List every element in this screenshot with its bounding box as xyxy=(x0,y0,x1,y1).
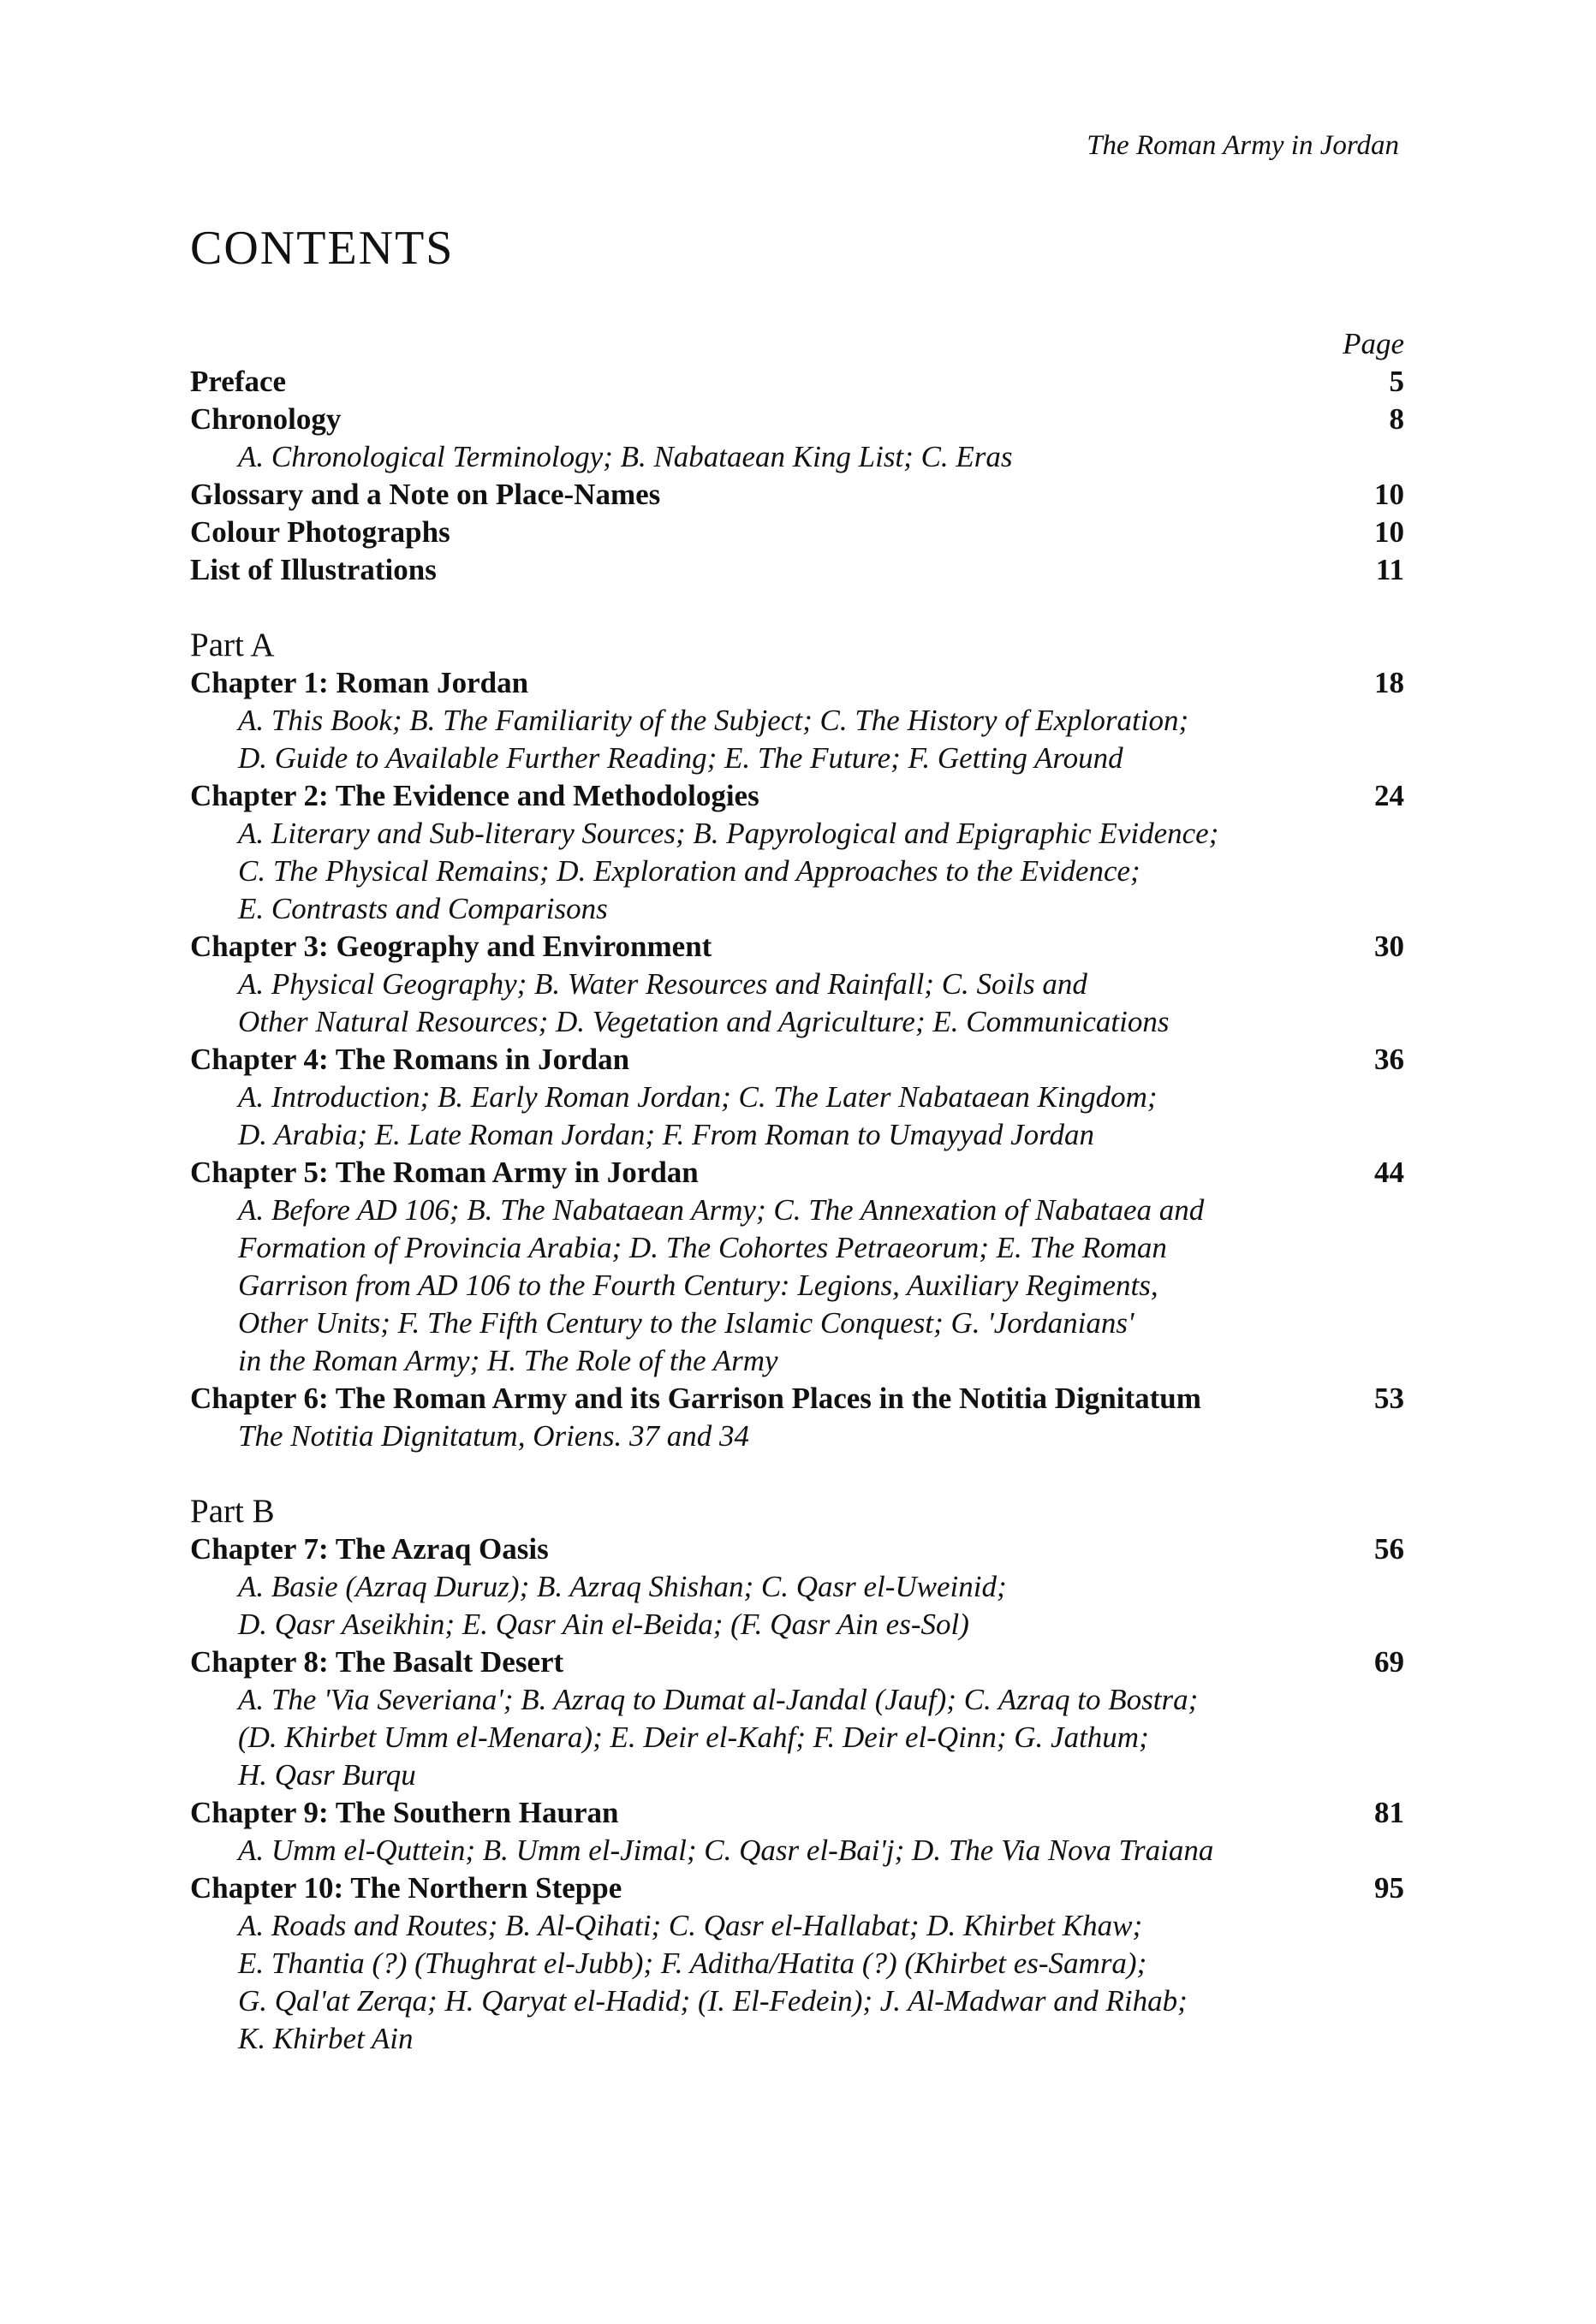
entry-page-number: 5 xyxy=(1389,365,1404,398)
section-list-line: E. Thantia (?) (Thughrat el-Jubb); F. Aditha/Hatita (?) (Khirbet es-Samra); xyxy=(238,1947,1147,1980)
table-of-contents xyxy=(190,325,1404,2058)
section-list-line: A. Literary and Sub-literary Sources; B. Papyrological and Epigraphic Evidence; xyxy=(238,817,1219,850)
chapter-entry xyxy=(190,777,1404,815)
section-list-line: D. Guide to Available Further Reading; E. The Future; F. Getting Around xyxy=(238,741,1123,775)
entry-title: Chapter 8: The Basalt Desert xyxy=(190,1645,564,1679)
page-column-header: Page xyxy=(1343,327,1404,360)
section-list-line: A. Before AD 106; B. The Nabataean Army; C. The Annexation of Nabataea and xyxy=(238,1193,1205,1227)
section-list-line: H. Qasr Burqu xyxy=(238,1758,416,1792)
chapter-entry xyxy=(190,1531,1404,1568)
entry-title: Chapter 7: The Azraq Oasis xyxy=(190,1532,549,1566)
front-matter-entry xyxy=(190,401,1404,438)
entry-title: Chapter 2: The Evidence and Methodologies xyxy=(190,779,759,812)
entry-title: Preface xyxy=(190,365,287,398)
entry-page-number: 81 xyxy=(1374,1796,1404,1829)
section-list-line: A. Umm el-Quttein; B. Umm el-Jimal; C. Qasr el-Bai'j; D. The Via Nova Traiana xyxy=(238,1834,1214,1867)
entry-page-number: 44 xyxy=(1374,1156,1404,1189)
section-list-line: (D. Khirbet Umm el-Menara); E. Deir el-Kahf; F. Deir el-Qinn; G. Jathum; xyxy=(238,1721,1149,1754)
section-list-line: A. Chronological Terminology; B. Nabataean King List; C. Eras xyxy=(238,440,1013,473)
section-list-line: Other Natural Resources; D. Vegetation and Agriculture; E. Communications xyxy=(238,1005,1170,1038)
section-list-line: A. This Book; B. The Familiarity of the Subject; C. The History of Exploration; xyxy=(238,704,1189,737)
entry-page-number: 53 xyxy=(1374,1382,1404,1415)
chapter-entry xyxy=(190,1794,1404,1832)
entry-title: Chapter 4: The Romans in Jordan xyxy=(190,1043,630,1076)
section-list-line: A. Introduction; B. Early Roman Jordan; C. The Later Nabataean Kingdom; xyxy=(238,1080,1158,1114)
entry-title: Colour Photographs xyxy=(190,515,450,549)
entry-page-number: 18 xyxy=(1374,666,1404,699)
entry-title: Chapter 1: Roman Jordan xyxy=(190,666,529,699)
section-list-line: C. The Physical Remains; D. Exploration and Approaches to the Evidence; xyxy=(238,854,1140,888)
entry-title: List of Illustrations xyxy=(190,553,437,586)
chapter-entry xyxy=(190,1041,1404,1079)
section-list-line: A. The 'Via Severiana'; B. Azraq to Dumat al-Jandal (Jauf); C. Azraq to Bostra; xyxy=(238,1683,1199,1716)
section-list-line: Other Units; F. The Fifth Century to the Islamic Conquest; G. 'Jordanians' xyxy=(238,1306,1134,1340)
entry-page-number: 69 xyxy=(1374,1645,1404,1679)
front-matter-entry xyxy=(190,514,1404,551)
entry-title: Chapter 10: The Northern Steppe xyxy=(190,1871,622,1905)
section-list-line: The Notitia Dignitatum, Oriens. 37 and 34 xyxy=(238,1419,749,1453)
entry-page-number: 8 xyxy=(1389,402,1404,436)
section-list-line: in the Roman Army; H. The Role of the Army xyxy=(238,1344,778,1377)
entry-page-number: 30 xyxy=(1374,930,1404,963)
chapter-entry xyxy=(190,1643,1404,1681)
entry-title: Chapter 5: The Roman Army in Jordan xyxy=(190,1156,699,1189)
section-list-line: E. Contrasts and Comparisons xyxy=(238,892,608,925)
chapter-entry xyxy=(190,1154,1404,1192)
entry-title: Chronology xyxy=(190,402,342,436)
entry-title: Chapter 3: Geography and Environment xyxy=(190,930,712,963)
entry-page-number: 10 xyxy=(1374,478,1404,511)
entry-title: Glossary and a Note on Place-Names xyxy=(190,478,661,511)
entry-page-number: 24 xyxy=(1374,779,1404,812)
entry-page-number: 95 xyxy=(1374,1871,1404,1905)
section-list-line: D. Qasr Aseikhin; E. Qasr Ain el-Beida; (F. Qasr Ain es-Sol) xyxy=(238,1608,969,1641)
chapter-entry xyxy=(190,1380,1404,1418)
entry-page-number: 56 xyxy=(1374,1532,1404,1566)
section-list-line: K. Khirbet Ain xyxy=(238,2022,414,2055)
section-list-line: Garrison from AD 106 to the Fourth Century: Legions, Auxiliary Regiments, xyxy=(238,1269,1158,1302)
section-list-line: D. Arabia; E. Late Roman Jordan; F. From Roman to Umayyad Jordan xyxy=(238,1118,1094,1151)
section-list-line: A. Basie (Azraq Duruz); B. Azraq Shishan; C. Qasr el-Uweinid; xyxy=(238,1570,1007,1603)
chapter-entry xyxy=(190,664,1404,702)
entry-page-number: 10 xyxy=(1374,515,1404,549)
front-matter-entry xyxy=(190,551,1404,589)
running-head: The Roman Army in Jordan xyxy=(1087,130,1399,161)
section-list-line: G. Qal'at Zerqa; H. Qaryat el-Hadid; (I. El-Fedein); J. Al-Madwar and Rihab; xyxy=(238,1984,1188,2018)
front-matter-entry xyxy=(190,363,1404,401)
entry-title: Chapter 6: The Roman Army and its Garrison Places in the Notitia Dignitatum xyxy=(190,1382,1201,1415)
entry-page-number: 36 xyxy=(1374,1043,1404,1076)
part-heading: Part B xyxy=(190,1493,275,1530)
chapter-entry xyxy=(190,928,1404,966)
part-heading: Part A xyxy=(190,627,275,663)
section-list-line: Formation of Provincia Arabia; D. The Cohortes Petraeorum; E. The Roman xyxy=(238,1231,1167,1264)
page-title: CONTENTS xyxy=(190,222,455,275)
chapter-entry xyxy=(190,1869,1404,1907)
entry-page-number: 11 xyxy=(1375,553,1404,586)
front-matter-entry xyxy=(190,476,1404,514)
section-list-line: A. Roads and Routes; B. Al-Qihati; C. Qasr el-Hallabat; D. Khirbet Khaw; xyxy=(238,1909,1143,1942)
section-list-line: A. Physical Geography; B. Water Resources and Rainfall; C. Soils and xyxy=(238,967,1087,1001)
entry-title: Chapter 9: The Southern Hauran xyxy=(190,1796,619,1829)
